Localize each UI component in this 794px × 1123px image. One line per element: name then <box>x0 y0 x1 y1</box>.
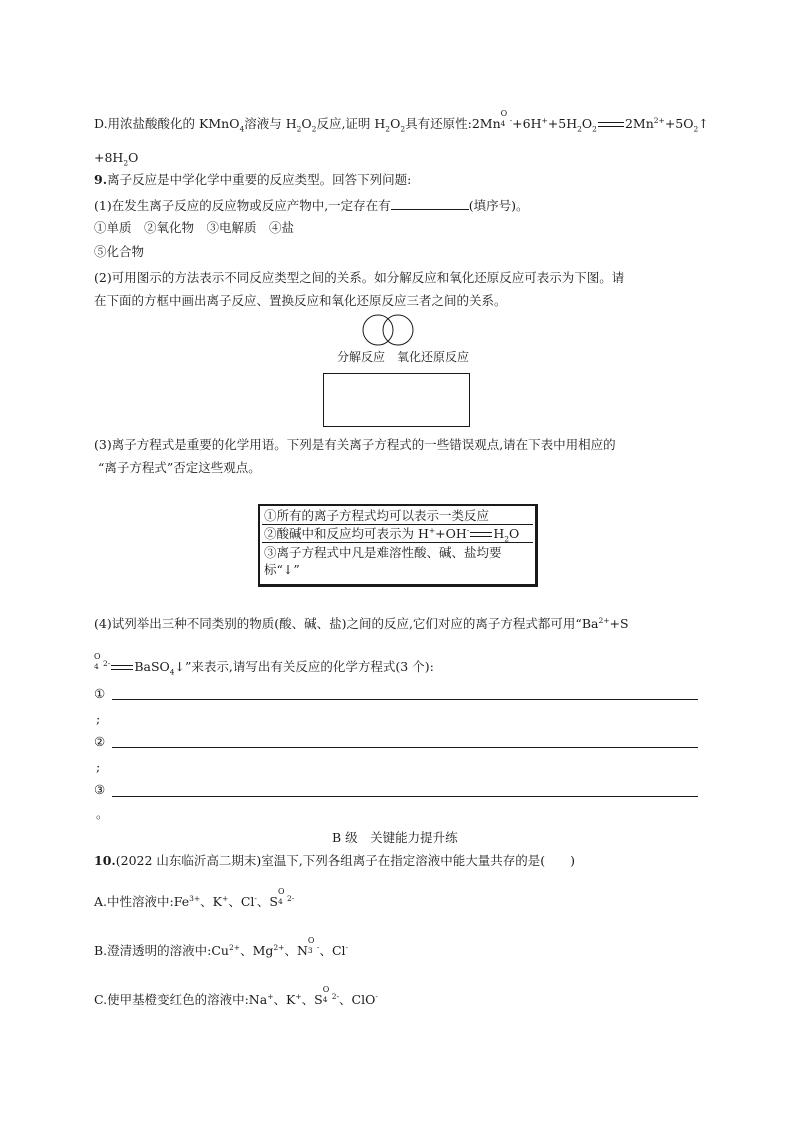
q9-part2-line1: (2)可用图示的方法表示不同反应类型之间的关系。如分解反应和氧化还原反应可表示为下图。请 <box>94 270 625 285</box>
charge: 2+ <box>653 115 665 125</box>
option-text: A.中性溶液中:Fe <box>94 894 190 909</box>
option-b[interactable] <box>94 936 349 958</box>
option-d-text: 具有还原性:2Mn <box>405 116 501 131</box>
stack-top: O <box>94 652 101 661</box>
option-c[interactable] <box>94 985 378 1007</box>
stack-bottom: 4 <box>322 995 328 1004</box>
fill-blank[interactable] <box>391 198 469 210</box>
question-9-stem <box>94 174 411 187</box>
answer-line-1[interactable] <box>112 699 698 700</box>
equals-sign <box>111 665 133 670</box>
q9-part3-line2: “离子方程式”否定这些观点。 <box>98 460 261 475</box>
charge: 2- <box>103 658 111 668</box>
answer-mark-1: ① <box>94 686 106 701</box>
part-text: +S <box>609 616 629 631</box>
charge: - <box>509 115 513 125</box>
formula-text: O <box>581 116 593 131</box>
subscript: 2 <box>504 534 510 544</box>
separator-2: ; <box>96 759 101 774</box>
q9-part2-line2: 在下面的方框中画出离子反应、置换反应和氧化还原反应三者之间的关系。 <box>94 293 507 308</box>
sulfate-stack <box>94 652 103 671</box>
stack-bottom: 4 <box>94 662 99 671</box>
cell-text: ②酸碱中和反应均可表示为 H <box>264 526 429 541</box>
option-d-text: 反应,证明 H <box>316 116 386 131</box>
option-text: 、N <box>284 943 308 958</box>
option-d <box>94 109 709 134</box>
misconception-table <box>258 504 538 587</box>
subscript: 2 <box>311 124 317 134</box>
venn-circle-decomposition <box>363 315 393 345</box>
sulfate-stack <box>278 887 287 906</box>
subscript: 2 <box>385 124 391 134</box>
formula-text: O <box>301 116 312 131</box>
option-text: 、ClO <box>339 992 376 1007</box>
charge: + <box>428 525 436 535</box>
up-arrow-icon: ↑ <box>698 116 709 131</box>
end-mark: 。 <box>96 806 109 821</box>
part-text: (填序号)。 <box>468 198 529 213</box>
stack-top: O <box>322 985 330 994</box>
question-10-stem <box>94 855 575 868</box>
cell-text: +OH <box>435 526 467 541</box>
question-number: 9. <box>94 172 108 187</box>
part-text: (1)在发生离子反应的反应物或反应产物中,一定存在有 <box>94 198 391 213</box>
charge: 2+ <box>598 615 610 625</box>
option-text: 、Cl <box>228 894 255 909</box>
option-text: 、K <box>200 894 223 909</box>
charge: 2+ <box>229 942 241 952</box>
subscript: 2 <box>577 124 582 134</box>
equals-sign <box>470 532 492 537</box>
question-text: (2022 山东临沂高二期末)室温下,下列各组离子在指定溶液中能大量共存的是( ) <box>115 853 576 868</box>
option-text: 、Cl <box>319 943 346 958</box>
option-a[interactable] <box>94 887 295 909</box>
separator-1: ; <box>96 711 101 726</box>
option-text: 、Mg <box>240 943 274 958</box>
charge: + <box>295 991 302 1001</box>
answer-line-2[interactable] <box>112 747 698 748</box>
formula-text: O <box>390 116 401 131</box>
option-d-continuation <box>94 150 139 168</box>
answer-mark-3: ③ <box>94 782 106 797</box>
sulfate-stack <box>322 985 332 1004</box>
charge: + <box>267 991 274 1001</box>
drawing-box[interactable] <box>323 373 470 427</box>
venn-circle-redox <box>383 315 413 345</box>
option-text: C.使甲基橙变红色的溶液中:Na <box>94 992 268 1007</box>
part-text: ↓”来表示,请写出有关反应的化学方程式(3 个): <box>174 659 434 674</box>
venn-diagram <box>360 313 418 347</box>
option-d-text: D.用浓盐酸酸化的 KMnO <box>94 116 240 131</box>
answer-mark-2: ② <box>94 734 106 749</box>
part-text: BaSO <box>134 659 170 674</box>
subscript: 2 <box>592 124 597 134</box>
option-text: B.澄清透明的溶液中:Cu <box>94 943 229 958</box>
table-row: ③离子方程式中凡是难溶性酸、碱、盐均要标“↓” <box>264 545 502 577</box>
q9-part1 <box>94 198 528 213</box>
charge: - <box>466 525 470 535</box>
formula-text: +5O <box>664 116 694 131</box>
q9-part4-line2 <box>94 652 434 677</box>
formula-text: +5H <box>547 116 578 131</box>
charge: + <box>222 893 229 903</box>
venn-label: 分解反应 氧化还原反应 <box>337 350 470 364</box>
nitrate-stack <box>307 936 317 955</box>
charge: - <box>316 942 320 952</box>
equals-sign <box>598 122 624 127</box>
q9-choices-line2: ⑤化合物 <box>94 244 145 259</box>
formula-text: +8H <box>94 150 124 165</box>
section-b-title: B 级 关键能力提升练 <box>332 830 458 845</box>
stack-bottom: 4 <box>500 119 506 128</box>
charge: 2- <box>287 893 295 903</box>
charge: 3+ <box>189 893 201 903</box>
subscript: 2 <box>693 124 699 134</box>
formula-text: 2Mn <box>624 116 654 131</box>
table-row: ①所有的离子方程式均可以表示一类反应 <box>262 507 533 525</box>
table-row <box>262 525 533 543</box>
charge: - <box>345 942 349 952</box>
subscript: 4 <box>239 124 245 134</box>
subscript: 2 <box>123 158 129 168</box>
stack-top: O <box>278 887 285 896</box>
answer-line-3[interactable] <box>112 796 698 797</box>
subscript: 2 <box>400 124 406 134</box>
option-text: 、K <box>273 992 296 1007</box>
q9-choices-line1: ①单质 ②氧化物 ③电解质 ④盐 <box>94 220 295 235</box>
charge: 2+ <box>273 942 285 952</box>
option-text: 、S <box>256 894 278 909</box>
formula-text: O <box>128 150 139 165</box>
question-number: 10. <box>94 853 116 868</box>
stack-top: O <box>307 936 315 945</box>
charge: + <box>541 115 548 125</box>
charge: 2- <box>331 991 340 1001</box>
cell-text: H <box>493 526 505 541</box>
stack-bottom: 4 <box>278 897 283 906</box>
option-text: 、S <box>301 992 323 1007</box>
formula-text: +6H <box>512 116 542 131</box>
q9-part3-line1: (3)离子方程式是重要的化学用语。下列是有关离子方程式的一些错误观点,请在下表中用相应的 <box>94 437 616 452</box>
subscript: 4 <box>169 667 175 677</box>
question-text: 离子反应是中学化学中重要的反应类型。回答下列问题: <box>107 172 412 187</box>
cell-text: O <box>509 526 520 541</box>
charge: - <box>375 991 378 1001</box>
q9-part4-line1 <box>94 615 629 631</box>
part-text: (4)试列举出三种不同类别的物质(酸、碱、盐)之间的反应,它们对应的离子方程式都可用“Ba <box>94 616 599 631</box>
stack-top: O <box>500 109 508 118</box>
charge: - <box>254 893 257 903</box>
permanganate-stack <box>500 109 510 128</box>
option-d-text: 溶液与 H <box>244 116 297 131</box>
subscript: 2 <box>296 124 302 134</box>
stack-bottom: 3 <box>307 946 313 955</box>
